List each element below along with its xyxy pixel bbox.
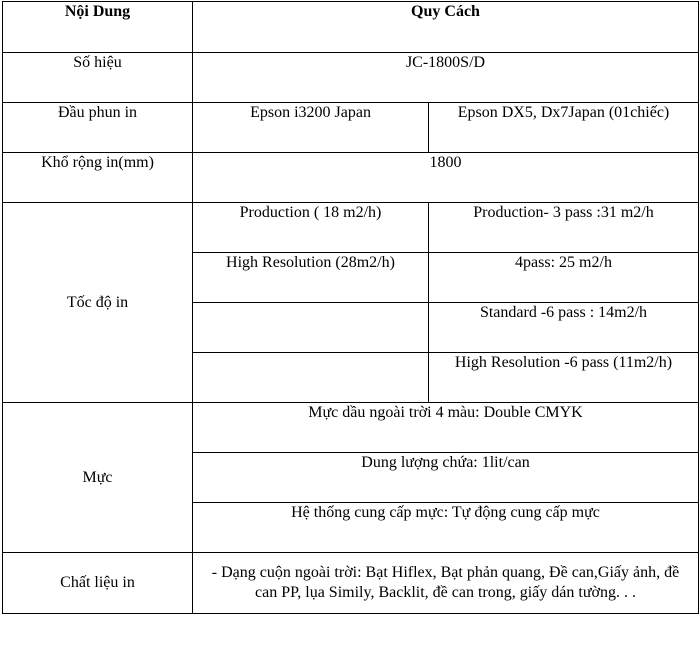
print-head-value-b: Epson DX5, Dx7Japan (01chiếc)	[429, 103, 699, 153]
model-value: JC-1800S/D	[193, 53, 699, 103]
speed-b-2: 4pass: 25 m2/h	[429, 253, 699, 303]
model-label: Số hiệu	[3, 53, 193, 103]
print-width-value: 1800	[193, 153, 699, 203]
speed-label: Tốc độ in	[3, 203, 193, 403]
speed-a-2: High Resolution (28m2/h)	[193, 253, 429, 303]
header-spec: Quy Cách	[193, 2, 699, 53]
speed-a-3	[193, 303, 429, 353]
row-material	[3, 553, 699, 614]
header-row	[3, 2, 699, 53]
material-value: - Dạng cuộn ngoài trời: Bạt Hiflex, Bạt phản quang, Đề can,Giấy ảnh, đề can PP, lụa Simily, Backlit, đề can trong, giấy dán tường. . .	[193, 553, 699, 614]
print-head-label: Đầu phun in	[3, 103, 193, 153]
ink-item-1: Mực dầu ngoài trời 4 màu: Double CMYK	[193, 403, 699, 453]
print-head-value-a: Epson i3200 Japan	[193, 103, 429, 153]
speed-a-4	[193, 353, 429, 403]
speed-a-1: Production ( 18 m2/h)	[193, 203, 429, 253]
material-label: Chất liệu in	[3, 553, 193, 614]
row-ink-1	[3, 403, 699, 453]
ink-label: Mực	[3, 403, 193, 553]
row-model	[3, 53, 699, 103]
print-width-label: Khổ rộng in(mm)	[3, 153, 193, 203]
speed-b-1: Production- 3 pass :31 m2/h	[429, 203, 699, 253]
speed-b-4: High Resolution -6 pass (11m2/h)	[429, 353, 699, 403]
row-print-head	[3, 103, 699, 153]
spec-table	[2, 1, 699, 614]
header-content: Nội Dung	[3, 2, 193, 53]
row-speed-1	[3, 203, 699, 253]
ink-item-3: Hệ thống cung cấp mực: Tự động cung cấp mực	[193, 503, 699, 553]
speed-b-3: Standard -6 pass : 14m2/h	[429, 303, 699, 353]
ink-item-2: Dung lượng chứa: 1lit/can	[193, 453, 699, 503]
row-print-width	[3, 153, 699, 203]
